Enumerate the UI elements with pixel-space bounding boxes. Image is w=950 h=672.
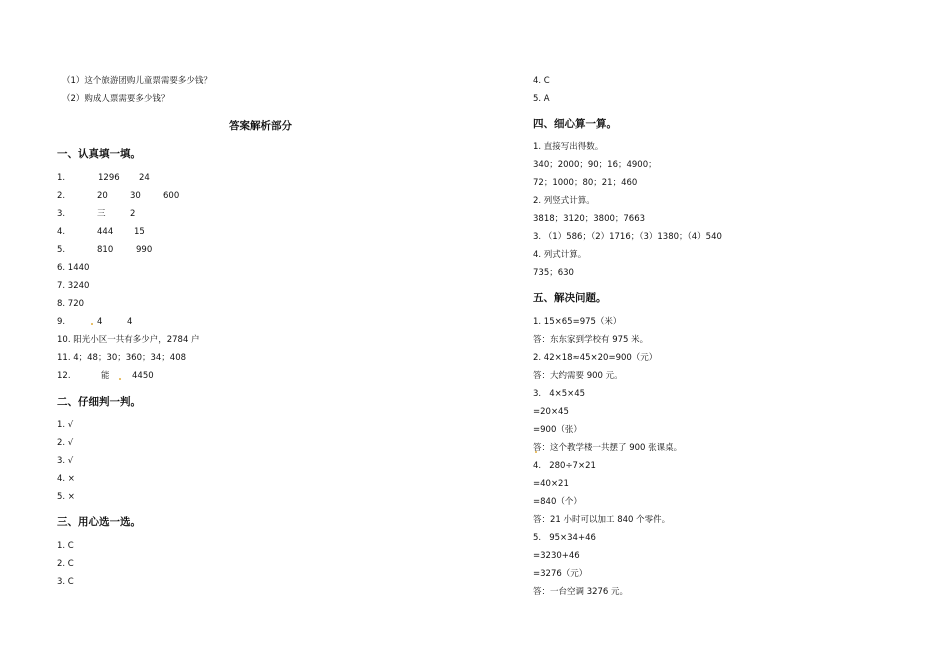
s5-line: 2. 42×18≈45×20=900（元） [533,353,658,363]
s5-line: 答：东东家到学校有 975 米。 [533,335,649,345]
s4-line: 3818；3120；3800；7663 [533,214,646,224]
s5-line: =40×21 [533,479,569,489]
s1-line9-a: 4 [97,317,103,327]
section1-heading: 一、认真填一填。 [57,148,141,160]
s5-line: 5. 95×34+46 [533,533,596,543]
s1-line7: 7. 3240 [57,281,90,291]
s1-item2-num: 2. [57,191,66,201]
s5-line: =20×45 [533,407,569,417]
s1-item4-b: 15 [134,227,145,237]
s1-line9-num: 9. [57,317,66,327]
s4-line: 2. 列竖式计算。 [533,196,595,206]
s5-line: =900（张） [533,425,582,435]
s1-line11: 11. 4；48；30；360；34；408 [57,353,187,363]
section4-heading: 四、细心算一算。 [533,118,617,130]
s3-item: 5. A [533,94,550,104]
s1-line10: 10. 阳光小区一共有多少户，2784 户 [57,335,200,345]
s5-line: 4. 280÷7×21 [533,461,596,471]
s1-line9-b: 4 [127,317,133,327]
s1-item5-num: 5. [57,245,66,255]
s2-item: 1. √ [57,420,74,430]
s1-item1-b: 24 [139,173,150,183]
s1-item4-a: 444 [97,227,114,237]
s1-item5-a: 810 [97,245,114,255]
s5-line: 1. 15×65=975（米） [533,317,622,327]
s5-line: 答：这个教学楼一共摆了 900 张课桌。 [533,443,683,453]
s5-line: 3. 4×5×45 [533,389,586,399]
s5-line: =3230+46 [533,551,580,561]
question-2: （2）购成人票需要多少钱？ [62,94,170,104]
s2-item: 5. × [57,492,75,502]
question-1: （1）这个旅游团购儿童票需要多少钱？ [62,76,212,86]
s1-line12-b: 4450 [132,371,154,381]
s1-item3-num: 3. [57,209,66,219]
s5-line: 答：一台空调 3276 元。 [533,587,629,597]
s1-line12-num: 12. [57,371,71,381]
s4-line: 1. 直接写出得数。 [533,142,604,152]
s3-item: 1. C [57,541,74,551]
s3-item: 3. C [57,577,74,587]
s1-line8: 8. 720 [57,299,85,309]
answer-title: 答案解析部分 [229,120,292,132]
section2-heading: 二、仔细判一判。 [57,396,141,408]
s1-line6: 6. 1440 [57,263,90,273]
section3-heading: 三、用心选一选。 [57,516,141,528]
s5-line: 答：21 小时可以加工 840 个零件。 [533,515,671,525]
section5-heading: 五、解决问题。 [533,292,607,304]
s5-line: =840（个） [533,497,582,507]
s1-item5-b: 990 [136,245,153,255]
s5-line: =3276（元） [533,569,588,579]
s2-item: 2. √ [57,438,74,448]
s3-item: 4. C [533,76,550,86]
s1-item1-num: 1. [57,173,66,183]
s1-item2-a: 20 [97,191,108,201]
mark-dot [119,378,121,380]
s4-line: 3. （1）586；（2）1716；（3）1380；（4）540 [533,232,722,242]
s1-item3-a: 三 [97,209,106,219]
s4-line: 4. 列式计算。 [533,250,587,260]
s1-item2-b: 30 [130,191,141,201]
s3-item: 2. C [57,559,74,569]
s1-item2-c: 600 [163,191,180,201]
s1-item3-b: 2 [130,209,136,219]
s4-line: 735；630 [533,268,574,278]
s2-item: 4. × [57,474,75,484]
mark-dot [91,323,93,325]
s1-item4-num: 4. [57,227,66,237]
s5-line: 答：大约需要 900 元。 [533,371,623,381]
s1-item1-a: 1296 [98,173,120,183]
s4-line: 340；2000；90；16；4900； [533,160,657,170]
s4-line: 72；1000；80；21；460 [533,178,638,188]
s1-line12-a: 能 [101,371,110,381]
s2-item: 3. √ [57,456,74,466]
